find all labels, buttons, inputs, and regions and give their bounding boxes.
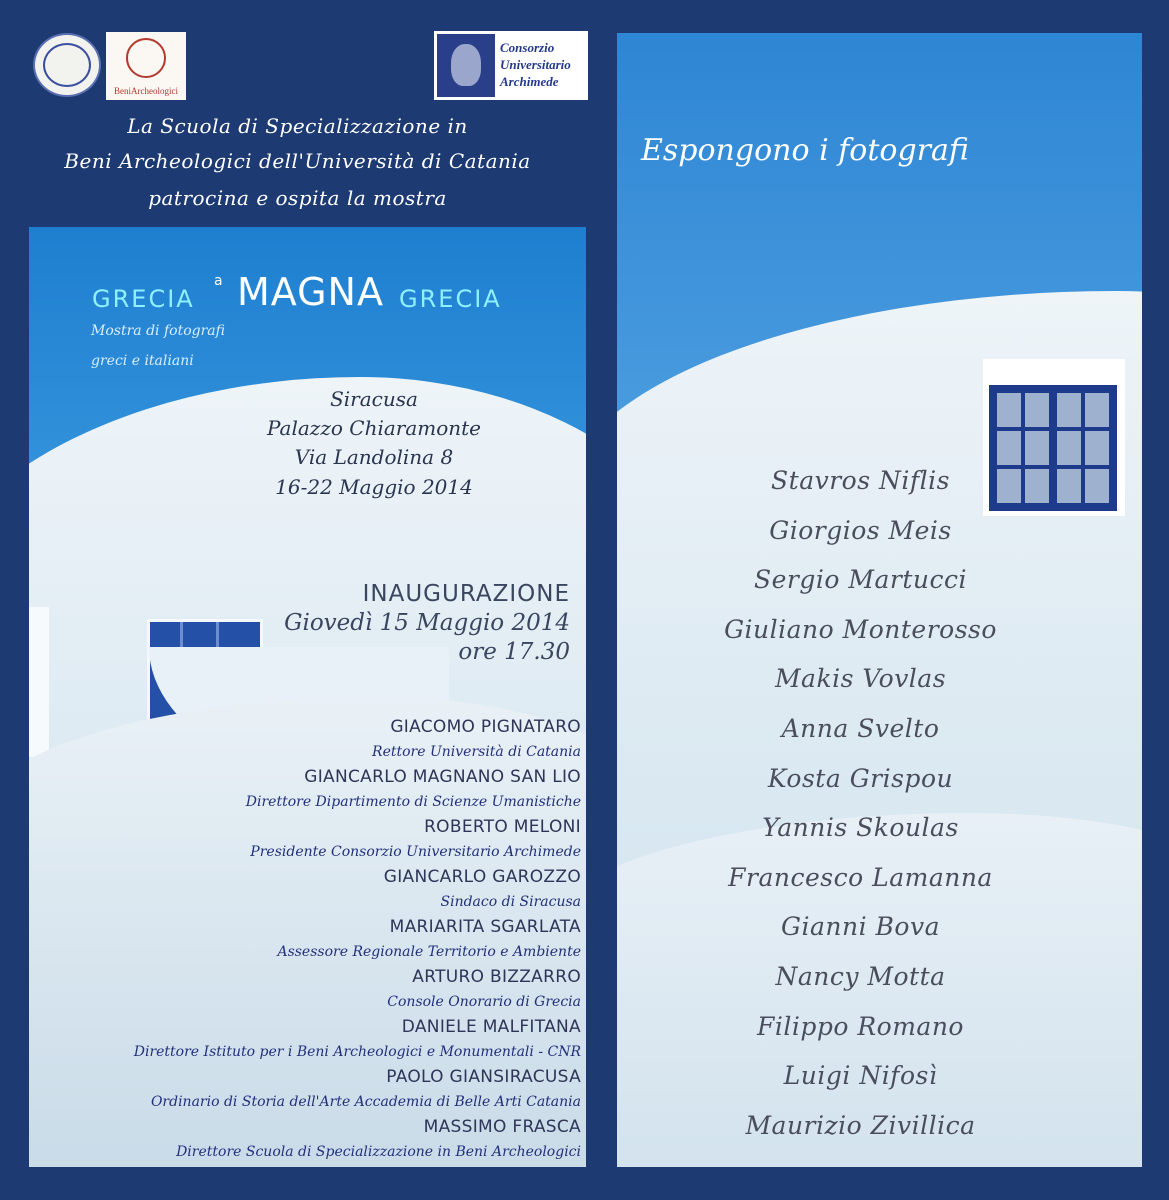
credit-role: Presidente Consorzio Universitario Archimede — [250, 844, 581, 860]
header-line-2: Beni Archeologici dell'Università di Catania — [64, 149, 531, 173]
venue-address: Via Landolina 8 — [294, 445, 454, 469]
photographer-name: Luigi Nifosì — [783, 1061, 938, 1091]
credit-name: PAOLO GIANSIRACUSA — [386, 1067, 581, 1087]
credit-role: Sindaco di Siracusa — [440, 894, 581, 910]
window-pane — [1057, 431, 1081, 465]
archimede-face — [451, 44, 481, 86]
credit-role: Ordinario di Storia dell'Arte Accademia di Belle Arti Catania — [150, 1094, 581, 1110]
photographer-name: Makis Vovlas — [774, 664, 947, 694]
university-seal-logo — [33, 33, 101, 97]
inauguration-date: Giovedì 15 Maggio 2014 — [284, 610, 570, 636]
photographer-name: Gianni Bova — [781, 912, 940, 942]
beni-archeologici-logo — [106, 32, 186, 100]
consorzio-line: Consorzio — [500, 40, 555, 55]
header-line-3: patrocina e ospita la mostra — [148, 186, 447, 210]
credit-role: Direttore Scuola di Specializzazione in Beni Archeologici — [176, 1144, 581, 1160]
credit-name: ARTURO BIZZARRO — [412, 967, 581, 987]
subtitle-line-1: Mostra di fotografi — [91, 323, 225, 339]
beni-archeologici-logo-text: BeniArcheologici — [114, 86, 178, 96]
photographer-name: Kosta Grispou — [767, 763, 954, 793]
venue-building: Palazzo Chiaramonte — [266, 416, 482, 440]
exhibition-poster — [29, 227, 586, 1167]
exhibitors-title: Espongono i fotografi — [641, 133, 969, 168]
venue-city: Siracusa — [330, 387, 418, 411]
window-pane — [1025, 393, 1049, 427]
credit-role: Direttore Dipartimento di Scienze Umanistiche — [245, 794, 581, 810]
seal-inner-ring — [43, 43, 91, 87]
exhibitors-panel — [617, 33, 1142, 1167]
photographer-name: Yannis Skoulas — [762, 813, 959, 843]
consorzio-archimede-logo — [434, 31, 588, 100]
photographer-name: Giorgios Meis — [769, 515, 952, 545]
window-pane — [1025, 431, 1049, 465]
credits-list — [41, 715, 581, 1165]
credit-name: ROBERTO MELONI — [424, 817, 581, 837]
credit-name: DANIELE MALFITANA — [401, 1017, 581, 1037]
photographers-list — [617, 461, 1104, 1155]
title-grecia-right: GRECIA — [399, 285, 502, 313]
photographer-name: Sergio Martucci — [754, 565, 967, 595]
title-superscript: a — [214, 273, 223, 289]
credit-name: GIACOMO PIGNATARO — [390, 717, 581, 737]
window-pane — [1085, 431, 1109, 465]
photographer-name: Stavros Niflis — [771, 466, 950, 495]
photographer-name: Francesco Lamanna — [728, 862, 993, 892]
consorzio-logo-text — [500, 39, 586, 90]
credit-role: Rettore Università di Catania — [372, 744, 581, 760]
credit-role: Console Onorario di Grecia — [387, 994, 581, 1010]
subtitle-line-2: greci e italiani — [91, 353, 194, 369]
photographer-name: Maurizio Zivillica — [745, 1110, 976, 1140]
venue-dates: 16-22 Maggio 2014 — [275, 475, 473, 499]
photographer-name: Giuliano Monterosso — [724, 614, 997, 644]
photographer-name: Filippo Romano — [757, 1011, 964, 1041]
credit-role: Direttore Istituto per i Beni Archeologici e Monumentali - CNR — [133, 1044, 581, 1060]
window-pane — [997, 431, 1021, 465]
inauguration-heading: INAUGURAZIONE — [362, 581, 570, 607]
credit-name: GIANCARLO GAROZZO — [383, 867, 581, 887]
photographer-name: Anna Svelto — [781, 713, 940, 743]
consorzio-line: Archimede — [500, 74, 559, 89]
credit-role: Assessore Regionale Territorio e Ambiente — [277, 944, 581, 960]
inauguration-time: ore 17.30 — [458, 639, 570, 665]
archimede-portrait-icon — [437, 34, 495, 97]
credit-name: GIANCARLO MAGNANO SAN LIO — [304, 767, 581, 787]
title-magna: MAGNA — [237, 270, 384, 314]
window-pane — [1057, 393, 1081, 427]
consorzio-line: Universitario — [500, 57, 571, 72]
header-line-1: La Scuola di Specializzazione in — [127, 114, 468, 138]
window-pane — [1085, 393, 1109, 427]
window-pane — [997, 393, 1021, 427]
title-grecia-left: GRECIA — [92, 285, 195, 313]
lion-emblem-icon — [126, 38, 166, 78]
photographer-name: Nancy Motta — [775, 961, 946, 991]
credit-name: MASSIMO FRASCA — [423, 1117, 581, 1137]
credit-name: MARIARITA SGARLATA — [389, 917, 581, 937]
